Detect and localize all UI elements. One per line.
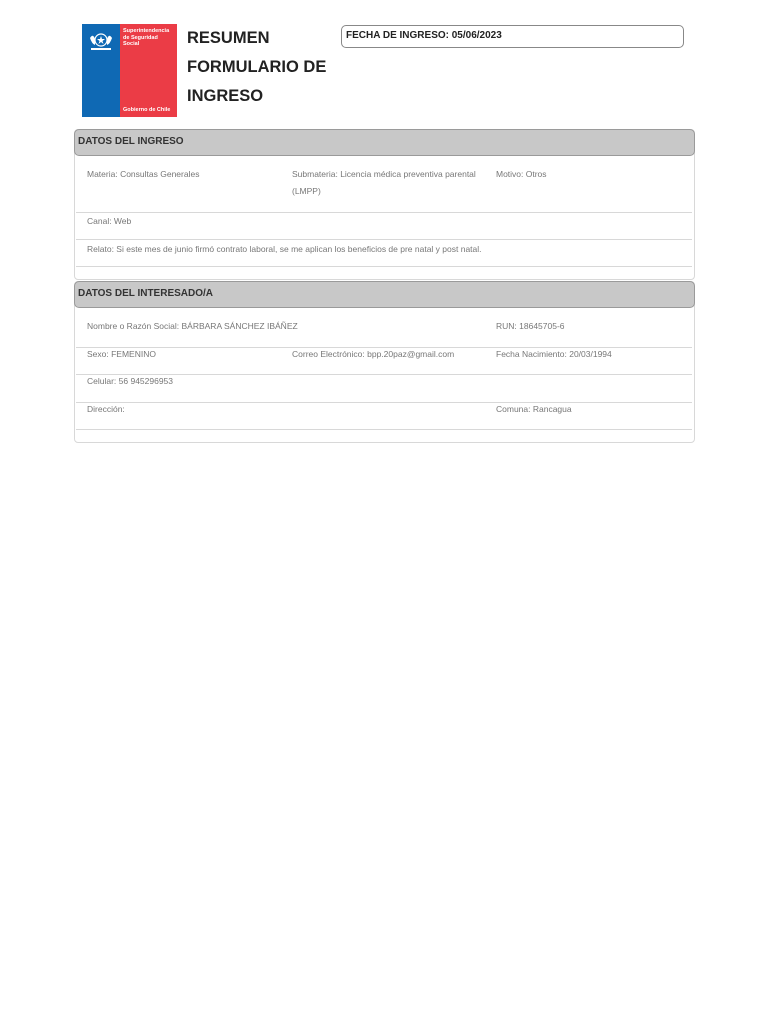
logo-gov-text: Gobierno de Chile: [123, 107, 171, 113]
correo-field: Correo Electrónico: bpp.20paz@gmail.com: [292, 349, 455, 359]
sexo-field: Sexo: FEMENINO: [87, 349, 156, 359]
direccion-field: Dirección:: [87, 404, 125, 414]
ingreso-panel: [74, 129, 695, 280]
title-line-2: FORMULARIO DE: [187, 58, 327, 76]
logo-org-text: Superintendencia de Seguridad Social: [123, 28, 170, 47]
interesado-row-4: [76, 403, 692, 430]
logo-red-panel: [120, 24, 177, 117]
celular-field: Celular: 56 945296953: [87, 376, 174, 386]
interesado-row-3: [76, 375, 692, 403]
nombre-field: Nombre o Razón Social: BÁRBARA SÁNCHEZ IBÁÑEZ: [87, 321, 298, 331]
interesado-heading: DATOS DEL INTERESADO/A: [74, 281, 695, 308]
motivo-field: Motivo: Otros: [496, 169, 547, 179]
interesado-row-1: [76, 308, 692, 348]
materia-field: Materia: Consultas Generales: [87, 169, 200, 179]
nacimiento-field: Fecha Nacimiento: 20/03/1994: [496, 349, 612, 359]
title-line-3: INGRESO: [187, 87, 264, 105]
coat-of-arms-icon: [87, 29, 115, 53]
ingreso-row-2: [76, 213, 692, 240]
institution-logo: [82, 24, 177, 117]
entry-date-box: FECHA DE INGRESO: 05/06/2023: [341, 25, 684, 48]
page-title: [187, 24, 326, 111]
run-field: RUN: 18645705-6: [496, 321, 565, 331]
logo-blue-panel: [82, 24, 120, 117]
ingreso-row-3: [76, 240, 692, 267]
ingreso-heading: DATOS DEL INGRESO: [74, 129, 695, 156]
canal-field: Canal: Web: [87, 216, 132, 226]
comuna-field: Comuna: Rancagua: [496, 404, 572, 414]
submateria-field: Submateria: Licencia médica preventiva parental (LMPP): [292, 169, 476, 196]
relato-field: Relato: Si este mes de junio firmó contrato laboral, se me aplican los beneficios de pre natal y post natal.: [87, 244, 482, 254]
interesado-panel: [74, 281, 695, 443]
ingreso-row-1: [76, 156, 692, 213]
interesado-row-2: [76, 348, 692, 375]
title-line-1: RESUMEN: [187, 29, 270, 47]
